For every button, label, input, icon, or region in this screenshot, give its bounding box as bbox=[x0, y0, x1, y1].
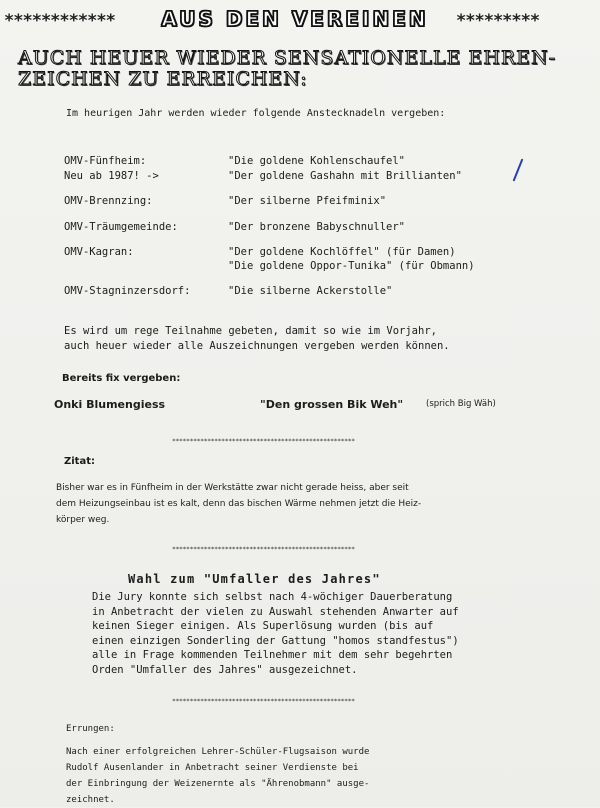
star-divider: **************************************************** bbox=[172, 437, 355, 445]
wahl-line: alle in Frage kommenden Teilnehmer mit dem sehr begehrten bbox=[92, 649, 453, 661]
wahl-line: Die Jury konnte sich selbst nach 4-wöchiger Dauerberatung bbox=[92, 591, 453, 603]
header-stars-left: ************ bbox=[4, 11, 115, 31]
fix-label: Bereits fix vergeben: bbox=[62, 373, 181, 384]
headline bbox=[18, 48, 593, 90]
award-prize: "Der bronzene Babyschnuller" bbox=[228, 221, 406, 233]
errungen-line: Rudolf Ausenlander in Anbetracht seiner Verdienste bei bbox=[66, 763, 359, 773]
star-divider: **************************************************** bbox=[172, 545, 355, 553]
award-prize: "Der goldene Kochlöffel" (für Damen) bbox=[228, 246, 456, 258]
award-club: OMV-Stagninzersdorf: bbox=[64, 285, 191, 297]
section-title: AUS DEN VEREINEN bbox=[161, 7, 429, 31]
award-prize: "Die goldene Oppor-Tunika" (für Obmann) bbox=[228, 260, 475, 272]
zitat-line: Bisher war es in Fünfheim in der Werkstätte zwar nicht gerade heiss, aber seit bbox=[56, 483, 409, 493]
wahl-line: Orden "Umfaller des Jahres" ausgezeichnet. bbox=[92, 663, 358, 676]
intro-text: Im heurigen Jahr werden wieder folgende Anstecknadeln vergeben: bbox=[66, 108, 446, 119]
zitat-text bbox=[56, 480, 576, 528]
wahl-line: einen einzigen Sonderling der Gattung "homos standfestus") bbox=[92, 634, 459, 647]
award-prize: "Die goldene Kohlenschaufel" bbox=[228, 155, 406, 167]
fix-recipient: Onki Blumengiess bbox=[54, 398, 166, 411]
errungen-text bbox=[66, 744, 446, 808]
appeal-line: Es wird um rege Teilnahme gebeten, damit so wie im Vorjahr, bbox=[64, 325, 437, 337]
wahl-text bbox=[92, 590, 552, 677]
wahl-line: in Anbetracht der vielen zu Auswahl stehenden Anwarter auf bbox=[92, 605, 459, 618]
fix-note: (sprich Big Wäh) bbox=[426, 399, 496, 409]
award-club: OMV-Brennzing: bbox=[64, 195, 153, 207]
appeal-line: auch heuer wieder alle Auszeichnungen vergeben werden können. bbox=[64, 340, 450, 352]
award-prize: "Die silberne Ackerstolle" bbox=[228, 285, 393, 297]
section-header bbox=[0, 4, 600, 34]
award-club: OMV-Kagran: bbox=[64, 246, 134, 258]
errungen-line: Nach einer erfolgreichen Lehrer-Schüler-Flugsaison wurde bbox=[66, 747, 370, 757]
zitat-label: Zitat: bbox=[64, 456, 95, 467]
fix-prize: "Den grossen Bik Weh" bbox=[260, 398, 404, 411]
appeal-text bbox=[64, 324, 534, 354]
star-divider: **************************************************** bbox=[172, 697, 355, 705]
headline-line: ZEICHEN ZU ERREICHEN: bbox=[18, 68, 308, 90]
errungen-label: Errungen: bbox=[66, 724, 115, 734]
zitat-line: körper weg. bbox=[56, 515, 110, 525]
wahl-line: keinen Sieger einigen. Als Superlösung wurden (bis auf bbox=[92, 620, 434, 632]
award-club: Neu ab 1987! -> bbox=[64, 170, 159, 182]
award-club: OMV-Träumgemeinde: bbox=[64, 221, 178, 233]
award-prize: "Der silberne Pfeifminix" bbox=[228, 195, 387, 207]
headline-line: AUCH HEUER WIEDER SENSATIONELLE EHREN- bbox=[18, 47, 557, 69]
errungen-line: zeichnet. bbox=[66, 795, 115, 805]
wahl-title: Wahl zum "Umfaller des Jahres" bbox=[128, 572, 381, 586]
award-club: OMV-Fünfheim: bbox=[64, 155, 147, 167]
zitat-line: dem Heizungseinbau ist es kalt, denn das bischen Wärme nehmen jetzt die Heiz- bbox=[56, 499, 422, 509]
award-prize: "Der goldene Gashahn mit Brillianten" bbox=[228, 170, 462, 182]
errungen-line: der Einbringung der Weizenernte als "Ährenobmann" ausge- bbox=[66, 779, 370, 789]
header-stars-right: ********* bbox=[456, 11, 540, 31]
